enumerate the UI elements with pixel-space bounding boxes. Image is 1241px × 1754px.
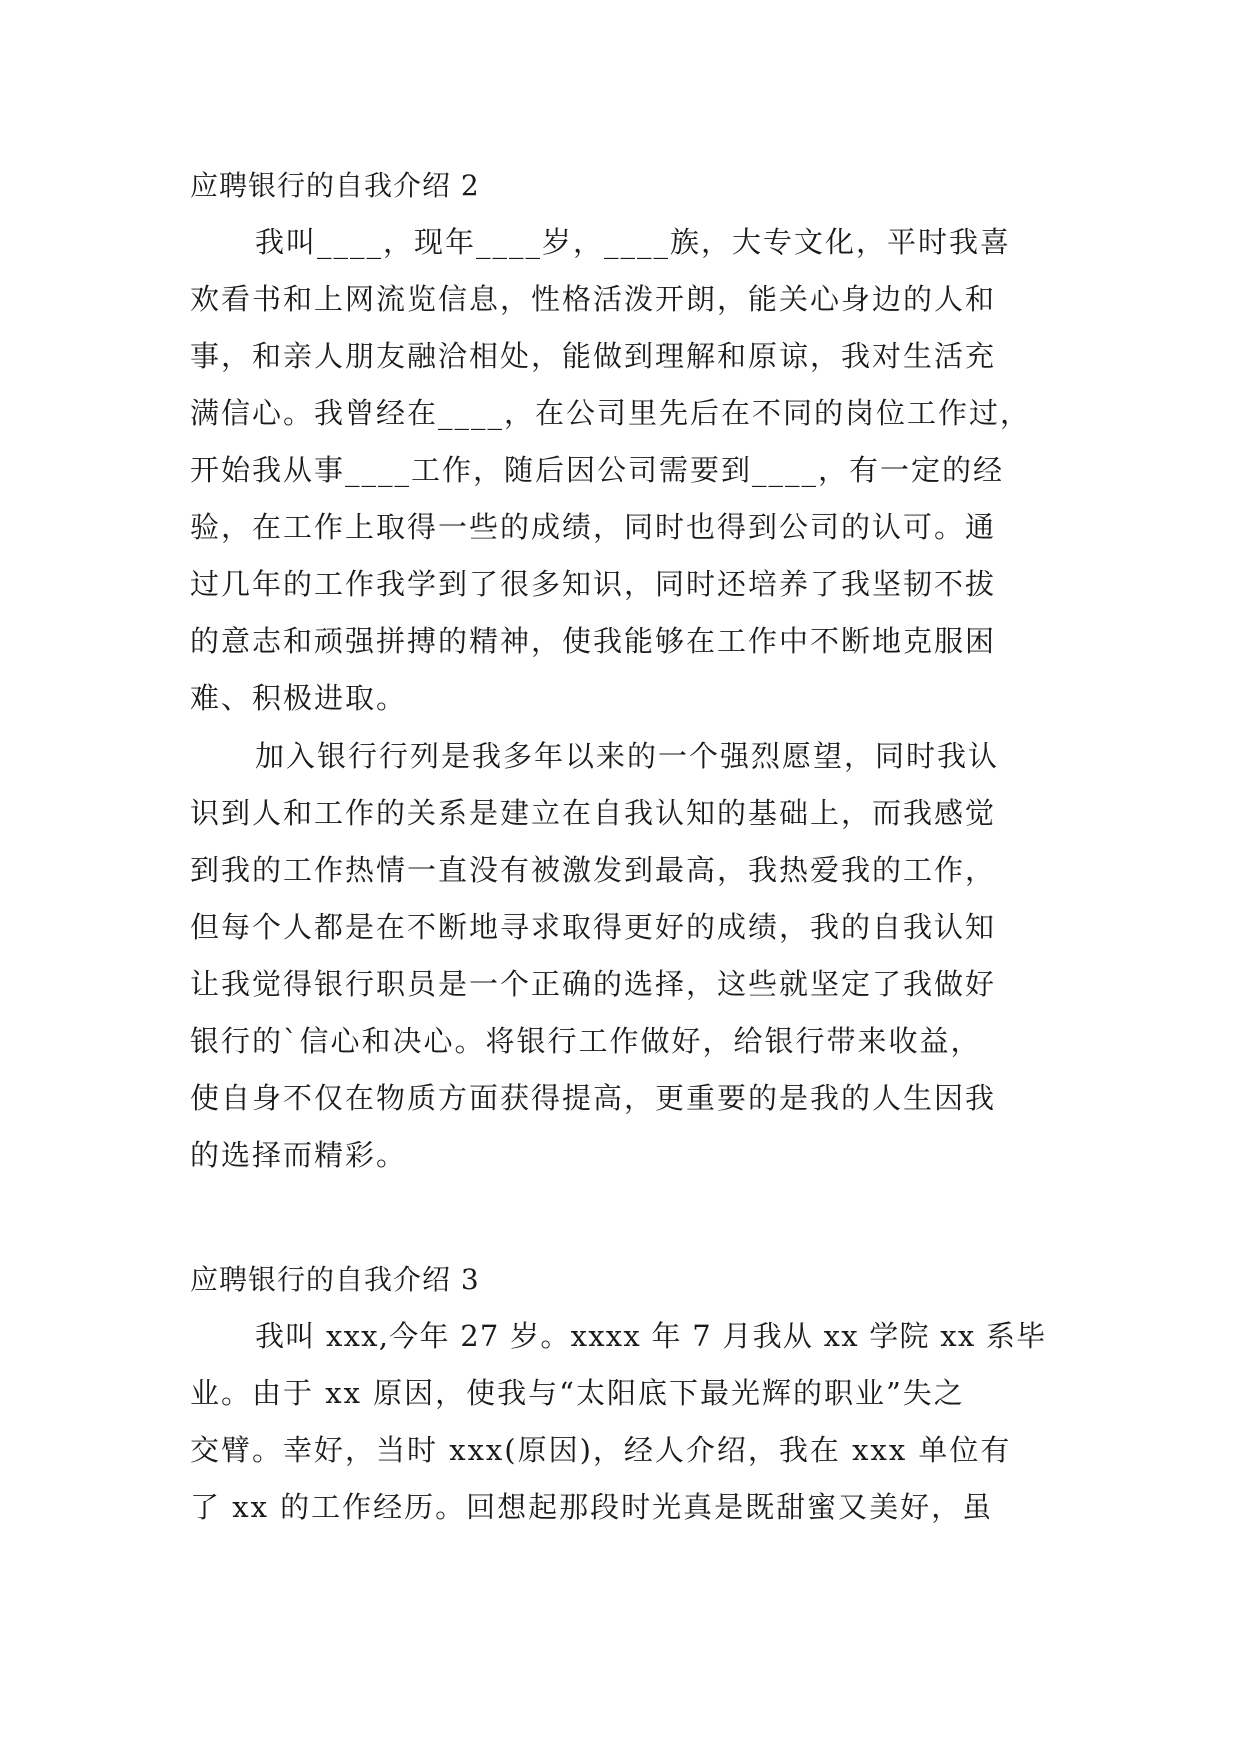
paragraph-line: 我叫____，现年____岁，____族，大专文化，平时我喜	[255, 225, 1012, 259]
paragraph-line: 过几年的工作我学到了很多知识，同时还培养了我坚韧不拔	[190, 567, 997, 601]
paragraph-line: 让我觉得银行职员是一个正确的选择，这些就坚定了我做好	[190, 967, 997, 1001]
paragraph-line: 交臂。幸好，当时 xxx(原因)，经人介绍，我在 xxx 单位有	[190, 1433, 1012, 1467]
paragraph-line: 到我的工作热情一直没有被激发到最高，我热爱我的工作，	[190, 853, 997, 887]
paragraph-line: 难、积极进取。	[190, 681, 408, 715]
paragraph-line: 的意志和顽强拼搏的精神，使我能够在工作中不断地克服困	[190, 624, 997, 658]
paragraph-line: 但每个人都是在不断地寻求取得更好的成绩，我的自我认知	[190, 910, 997, 944]
paragraph-line: 的选择而精彩。	[190, 1138, 408, 1172]
paragraph-line: 使自身不仅在物质方面获得提高，更重要的是我的人生因我	[190, 1081, 997, 1115]
paragraph-line: 加入银行行列是我多年以来的一个强烈愿望，同时我认	[255, 739, 1000, 773]
paragraph-line: 验，在工作上取得一些的成绩，同时也得到公司的认可。通	[190, 510, 997, 544]
paragraph-line: 业。由于 xx 原因，使我与“太阳底下最光辉的职业”失之	[190, 1376, 965, 1410]
paragraph-line: 我叫 xxx,今年 27 岁。xxxx 年 7 月我从 xx 学院 xx 系毕	[255, 1319, 1047, 1353]
paragraph-line: 了 xx 的工作经历。回想起那段时光真是既甜蜜又美好，虽	[190, 1490, 994, 1524]
paragraph-line: 银行的`信心和决心。将银行工作做好，给银行带来收益，	[190, 1024, 982, 1058]
paragraph-line: 欢看书和上网流览信息，性格活泼开朗，能关心身边的人和	[190, 282, 997, 316]
section-heading: 应聘银行的自我介绍 2	[190, 169, 480, 202]
section-heading: 应聘银行的自我介绍 3	[190, 1263, 480, 1296]
paragraph-line: 事，和亲人朋友融洽相处，能做到理解和原谅，我对生活充	[190, 339, 997, 373]
paragraph-line: 满信心。我曾经在____，在公司里先后在不同的岗位工作过，	[190, 396, 1032, 430]
paragraph-line: 识到人和工作的关系是建立在自我认知的基础上，而我感觉	[190, 796, 997, 830]
paragraph-line: 开始我从事____工作，随后因公司需要到____，有一定的经	[190, 453, 1005, 487]
